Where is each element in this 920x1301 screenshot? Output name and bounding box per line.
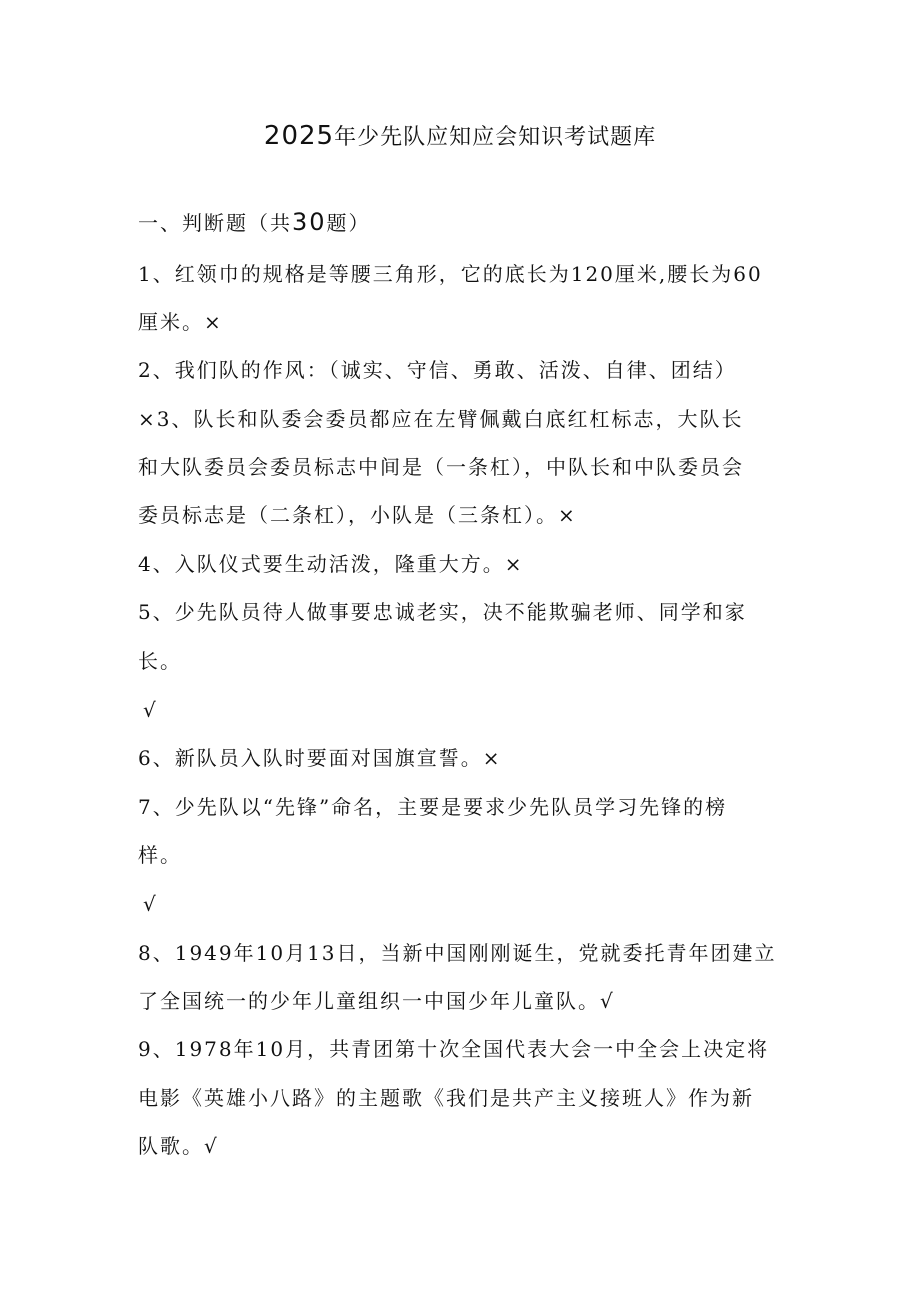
question-9-line-2: 电影《英雄小八路》的主题歌《我们是共产主义接班人》作为新 (138, 1086, 754, 1110)
question-7-line-2: 样。 (138, 843, 182, 867)
question-5-line-1: 5、少先队员待人做事要忠诚老实，决不能欺骗老师、同学和家 (138, 600, 747, 624)
question-7-line-1: 7、少先队以“先锋”命名，主要是要求少先队员学习先锋的榜 (138, 795, 728, 819)
question-3-line-1: ×3、队长和队委会委员都应在左臂佩戴白底红杠标志，大队长 (138, 407, 744, 431)
question-9-line-1: 9、1978年10月，共青团第十次全国代表大会一中全会上决定将 (138, 1037, 770, 1061)
question-6-line-1: 6、新队员入队时要面对国旗宣誓。× (138, 746, 502, 770)
title-year: 2025 (263, 121, 335, 151)
question-8-line-2: 了全国统一的少年儿童组织一中国少年儿童队。√ (138, 989, 615, 1013)
question-5-answer-mark: √ (143, 698, 158, 722)
section-prefix: 一、判断题（共 (138, 211, 292, 235)
question-1-line-1: 1、红领巾的规格是等腰三角形，它的底长为120厘米,腰长为60 (138, 262, 763, 286)
question-5-line-2: 长。 (138, 649, 182, 673)
title-text: 年少先队应知应会知识考试题库 (334, 125, 657, 150)
question-3-line-3: 委员标志是（二条杠），小队是（三条杠）。× (138, 503, 577, 527)
question-2-line-1: 2、我们队的作风：（诚实、守信、勇敢、活泼、自律、团结） (138, 358, 737, 382)
section-count: 30 (292, 208, 327, 236)
question-3-line-2: 和大队委员会委员标志中间是（一条杠），中队长和中队委员会 (138, 455, 744, 479)
question-1-line-2: 厘米。× (138, 310, 223, 334)
document-title (0, 118, 920, 156)
question-4-line-1: 4、入队仪式要生动活泼，隆重大方。× (138, 552, 524, 576)
section-heading (138, 207, 371, 238)
question-7-answer-mark: √ (143, 892, 158, 916)
section-suffix: 题） (326, 211, 371, 235)
question-9-line-3: 队歌。√ (138, 1134, 219, 1158)
question-8-line-1: 8、1949年10月13日，当新中国刚刚诞生，党就委托青年团建立 (138, 941, 777, 965)
